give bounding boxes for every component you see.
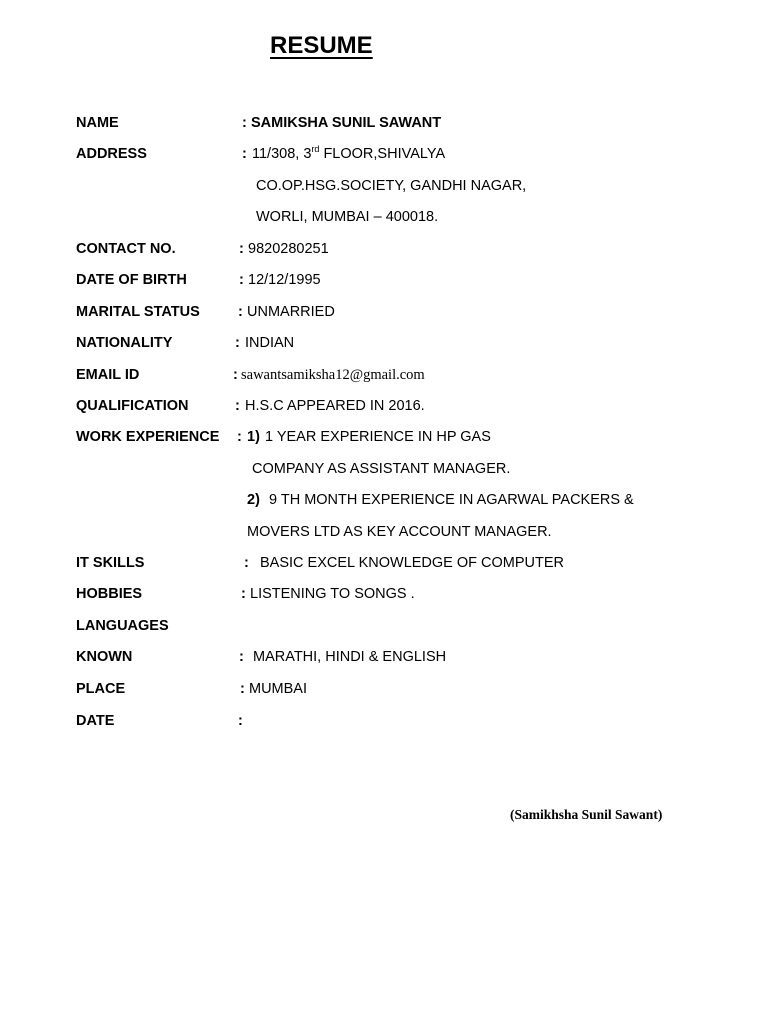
name-label: NAME — [76, 115, 119, 131]
dob-label: DATE OF BIRTH — [76, 272, 187, 288]
work-item-1-line-2: COMPANY AS ASSISTANT MANAGER. — [252, 461, 511, 477]
contact-label: CONTACT NO. — [76, 241, 176, 257]
marital-value: UNMARRIED — [247, 304, 335, 320]
work-item-2-number: 2) — [247, 492, 260, 508]
work-item-1-number: 1) — [247, 429, 260, 445]
work-item-2-line-1: 9 TH MONTH EXPERIENCE IN AGARWAL PACKERS & — [269, 492, 634, 508]
nationality-value: INDIAN — [245, 335, 295, 351]
dob-value: 12/12/1995 — [248, 272, 321, 288]
it-skills-colon: : — [244, 555, 249, 571]
it-skills-label: IT SKILLS — [76, 555, 145, 571]
work-colon: : — [237, 429, 242, 445]
it-skills-value: BASIC EXCEL KNOWLEDGE OF COMPUTER — [260, 555, 565, 571]
address-line-3: WORLI, MUMBAI – 400018. — [256, 209, 439, 225]
nationality-colon: : — [235, 335, 240, 351]
address-label: ADDRESS — [76, 146, 147, 162]
languages-label: LANGUAGES — [76, 618, 169, 634]
qualification-label: QUALIFICATION — [76, 398, 189, 414]
work-label: WORK EXPERIENCE — [76, 429, 220, 445]
marital-colon: : — [238, 304, 243, 320]
resume-title: RESUME — [270, 32, 373, 59]
date-colon: : — [238, 713, 243, 729]
name-value: SAMIKSHA SUNIL SAWANT — [251, 115, 442, 131]
hobbies-label: HOBBIES — [76, 586, 143, 602]
place-label: PLACE — [76, 681, 126, 697]
dob-colon: : — [239, 272, 244, 288]
date-label: DATE — [76, 713, 115, 729]
qualification-value: H.S.C APPEARED IN 2016. — [245, 398, 425, 414]
signature-name: (Samikhsha Sunil Sawant) — [510, 807, 663, 822]
marital-label: MARITAL STATUS — [76, 304, 200, 320]
nationality-label: NATIONALITY — [76, 335, 173, 351]
contact-value: 9820280251 — [248, 241, 329, 257]
place-colon: : — [240, 681, 245, 697]
address-colon: : — [242, 146, 247, 162]
work-item-1-line-1: 1 YEAR EXPERIENCE IN HP GAS — [265, 429, 491, 445]
address-line-2: CO.OP.HSG.SOCIETY, GANDHI NAGAR, — [256, 178, 527, 194]
hobbies-colon: : — [241, 586, 246, 602]
email-label: EMAIL ID — [76, 367, 140, 383]
address-line-1: 11/308, 3rd FLOOR,SHIVALYA — [252, 144, 446, 162]
email-colon: : — [233, 367, 238, 383]
name-colon: : — [242, 115, 247, 131]
place-value: MUMBAI — [249, 681, 307, 697]
qualification-colon: : — [235, 398, 240, 414]
languages-known-label: KNOWN — [76, 649, 133, 665]
hobbies-value: LISTENING TO SONGS . — [250, 586, 415, 602]
email-value: sawantsamiksha12@gmail.com — [241, 367, 425, 383]
languages-value: MARATHI, HINDI & ENGLISH — [253, 649, 447, 665]
languages-colon: : — [239, 649, 244, 665]
contact-colon: : — [239, 241, 244, 257]
work-item-2-line-2: MOVERS LTD AS KEY ACCOUNT MANAGER. — [247, 524, 552, 540]
